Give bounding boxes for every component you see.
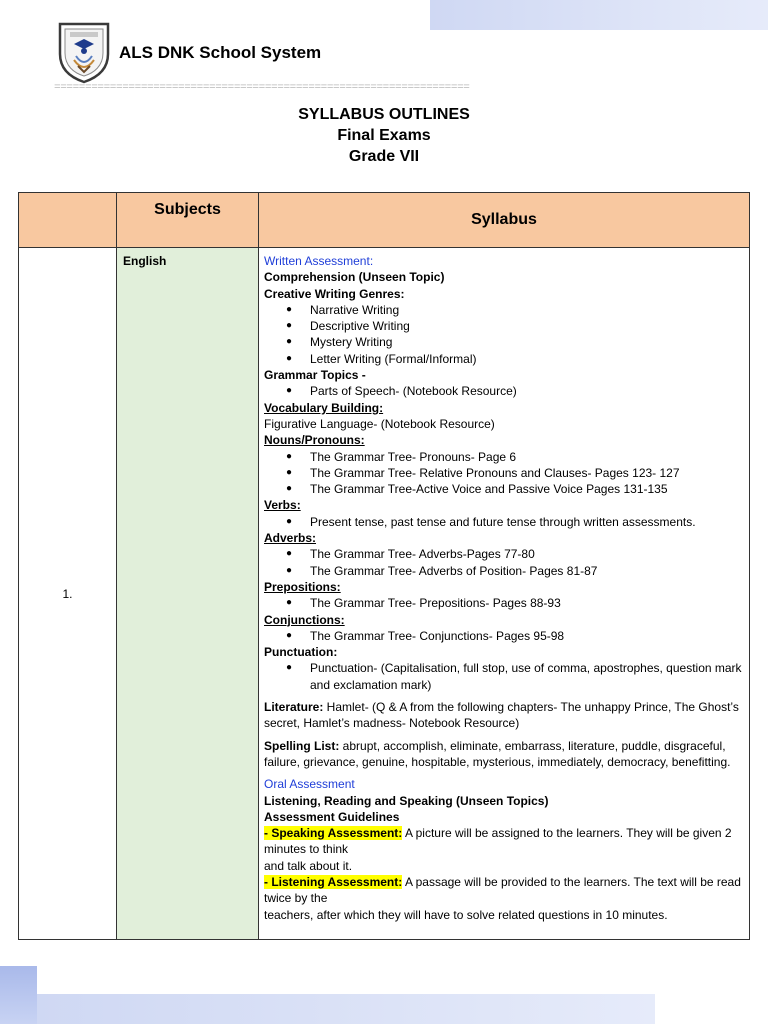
conjunctions-heading: Conjunctions:: [264, 612, 345, 627]
punctuation-list: [264, 660, 745, 693]
list-item: ● The Grammar Tree- Relative Pronouns and Clauses- Pages 123- 127: [264, 465, 745, 481]
creative-writing-list: [264, 302, 745, 367]
list-item: ● Parts of Speech- (Notebook Resource): [264, 383, 745, 399]
subject-cell: English: [117, 248, 259, 940]
number-header: [19, 193, 117, 248]
speaking-paragraph: [264, 825, 745, 858]
list-item: ● The Grammar Tree- Conjunctions- Pages 95-98: [264, 628, 745, 644]
listening-text-continued: teachers, after which they will have to solve related questions in 10 minutes.: [264, 907, 668, 922]
school-name: ALS DNK School System: [119, 43, 322, 62]
list-item: ● The Grammar Tree- Adverbs of Position- Pages 81-87: [264, 563, 745, 579]
list-item: ● The Grammar Tree- Adverbs-Pages 77-80: [264, 546, 745, 562]
header-divider: ===================================================================: [54, 82, 470, 94]
grammar-topics-list: [264, 383, 745, 399]
vocabulary-text: Figurative Language- (Notebook Resource): [264, 416, 495, 431]
spelling-label: Spelling List:: [264, 738, 340, 753]
listening-text: A passage will be provided to the learners. The text will be read twice by the: [264, 874, 741, 906]
list-item: ● Letter Writing (Formal/Informal): [264, 351, 745, 367]
row-number: 1.: [19, 248, 117, 940]
title-line-exams: Final Exams: [337, 127, 431, 144]
subjects-header: Subjects: [117, 193, 259, 248]
school-logo: [56, 20, 112, 84]
list-item: ● Descriptive Writing: [264, 318, 745, 334]
list-item: ● The Grammar Tree-Active Voice and Passive Voice Pages 131-135: [264, 481, 745, 497]
title-line-syllabus: SYLLABUS OUTLINES: [298, 106, 470, 123]
literature-paragraph: [264, 699, 745, 732]
top-decorative-band: [430, 0, 768, 30]
syllabus-table: [18, 192, 750, 940]
list-item: ● Punctuation- (Capitalisation, full stop, use of comma, apostrophes, question mark and exclamation mark): [264, 660, 745, 693]
bottom-left-decorative-band: [0, 966, 37, 1024]
grammar-topics-heading: Grammar Topics -: [264, 368, 366, 383]
punctuation-heading: Punctuation:: [264, 645, 338, 660]
oral-assessment-heading: Oral Assessment: [264, 777, 355, 792]
list-item: ● The Grammar Tree- Prepositions- Pages 88-93: [264, 595, 745, 611]
speaking-text: A picture will be assigned to the learners. They will be given 2 minutes to think: [264, 826, 732, 857]
listening-label: - Listening Assessment:: [264, 874, 403, 889]
prepositions-heading: Prepositions:: [264, 579, 341, 594]
listening-paragraph: [264, 874, 745, 907]
list-item: ● Present tense, past tense and future tense through written assessments.: [264, 514, 745, 530]
list-item: ● Mystery Writing: [264, 334, 745, 350]
table-row: [19, 248, 750, 940]
prepositions-list: [264, 595, 745, 611]
speaking-label: - Speaking Assessment:: [264, 826, 403, 841]
verbs-heading: Verbs:: [264, 498, 301, 513]
title-line-grade: Grade VII: [348, 148, 420, 165]
oral-topics-line: Listening, Reading and Speaking (Unseen Topics): [264, 793, 549, 808]
nouns-pronouns-heading: Nouns/Pronouns:: [264, 433, 365, 448]
spelling-text: abrupt, accomplish, eliminate, embarrass, literature, puddle, disgraceful, failure, grievance, genuine, hospitable, mysterious, immediately, democracy, benefitting.: [264, 738, 731, 769]
nouns-pronouns-list: [264, 449, 745, 498]
literature-text: Hamlet- (Q & A from the following chapters- The unhappy Prince, The Ghost’s secret, Hamlet’s madness- Notebook Resource): [264, 700, 739, 731]
syllabus-header: Syllabus: [259, 193, 750, 248]
bottom-decorative-band: [37, 994, 655, 1024]
document-title: [0, 104, 768, 167]
written-assessment-heading: Written Assessment:: [264, 254, 374, 268]
creative-writing-heading: Creative Writing Genres:: [264, 286, 405, 301]
syllabus-cell: [259, 248, 750, 940]
list-item: ● Narrative Writing: [264, 302, 745, 318]
table-header-row: [19, 193, 750, 248]
conjunctions-list: [264, 628, 745, 644]
verbs-list: [264, 514, 745, 530]
comprehension-line: Comprehension (Unseen Topic): [264, 270, 445, 285]
spelling-paragraph: [264, 738, 745, 771]
guidelines-heading: Assessment Guidelines: [264, 809, 400, 824]
adverbs-list: [264, 546, 745, 579]
list-item: ● The Grammar Tree- Pronouns- Page 6: [264, 449, 745, 465]
vocabulary-heading: Vocabulary Building:: [264, 400, 384, 415]
adverbs-heading: Adverbs:: [264, 531, 317, 546]
speaking-text-continued: and talk about it.: [264, 858, 353, 873]
literature-label: Literature:: [264, 700, 324, 715]
